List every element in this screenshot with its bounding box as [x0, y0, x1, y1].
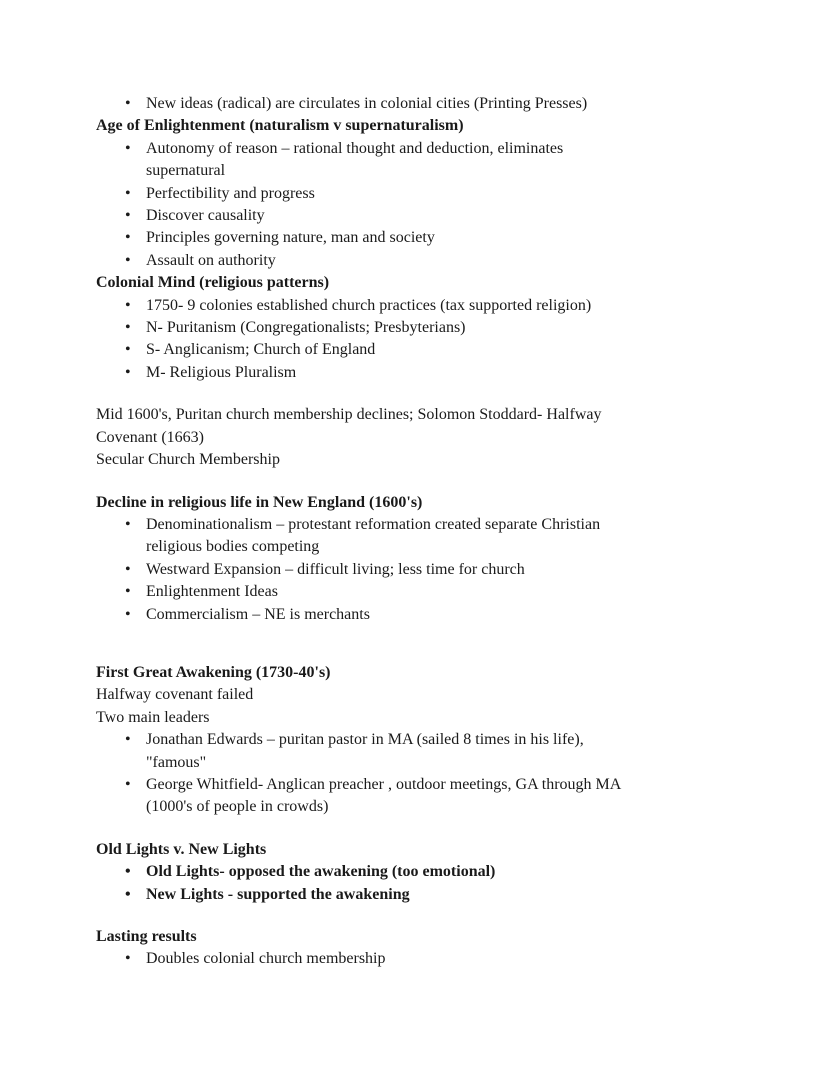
list-item-text: N- Puritanism (Congregationalists; Presbyterians)	[146, 319, 466, 337]
list-item-text: Principles governing nature, man and society	[146, 229, 435, 247]
list-item	[96, 93, 738, 115]
list-item	[96, 774, 738, 819]
list-item-text: Old Lights- opposed the awakening (too emotional)	[146, 863, 496, 881]
list-item	[96, 362, 738, 384]
bullet-icon: •	[125, 515, 131, 533]
list-item	[96, 948, 738, 970]
paragraph-line: Secular Church Membership	[96, 451, 280, 469]
list-item-text: Assault on authority	[146, 251, 276, 269]
list-item	[96, 183, 738, 205]
list-item-text: (1000's of people in crowds)	[146, 798, 329, 816]
paragraph-halfway-covenant	[96, 404, 738, 471]
list-item	[96, 227, 738, 249]
paragraph-line: Covenant (1663)	[96, 428, 204, 446]
bullet-icon: •	[125, 184, 131, 202]
list-item	[96, 138, 738, 183]
section-heading-decline-religious-life: Decline in religious life in New England (1600's)	[96, 493, 423, 511]
section-heading-lasting-results: Lasting results	[96, 928, 197, 945]
list-item	[96, 250, 738, 272]
list-item-text: New ideas (radical) are circulates in colonial cities (Printing Presses)	[146, 95, 588, 112]
list-item-text: Perfectibility and progress	[146, 184, 315, 202]
list-item-text: Doubles colonial church membership	[146, 950, 386, 968]
bullet-list	[96, 861, 738, 906]
paragraph-line: Halfway covenant failed	[96, 686, 254, 704]
bullet-icon: •	[125, 363, 131, 381]
list-item-text: Enlightenment Ideas	[146, 583, 278, 601]
bullet-icon: •	[125, 950, 131, 968]
bullet-icon: •	[125, 341, 131, 359]
list-item	[96, 604, 738, 626]
list-item-text: religious bodies competing	[146, 538, 320, 556]
bullet-icon: •	[125, 139, 131, 157]
bullet-icon: •	[125, 296, 131, 314]
section-heading-colonial-mind: Colonial Mind (religious patterns)	[96, 274, 330, 292]
bullet-icon: •	[125, 95, 131, 112]
section-heading-age-of-enlightenment: Age of Enlightenment (naturalism v supernaturalism)	[96, 117, 464, 135]
bullet-icon: •	[125, 583, 131, 601]
bullet-icon: •	[125, 207, 131, 225]
bullet-icon: •	[125, 560, 131, 578]
list-item	[96, 884, 738, 906]
list-item-text: 1750- 9 colonies established church practices (tax supported religion)	[146, 296, 592, 314]
bullet-icon: •	[125, 605, 131, 623]
list-item-text: Commercialism – NE is merchants	[146, 605, 370, 623]
bullet-icon: •	[125, 863, 131, 881]
section-heading-old-lights-v-new-lights: Old Lights v. New Lights	[96, 840, 267, 858]
bullet-icon: •	[125, 885, 131, 903]
paragraph-line: Mid 1600's, Puritan church membership declines; Solomon Stoddard- Halfway	[96, 406, 602, 424]
list-item-text: "famous"	[146, 753, 207, 771]
section-heading-first-great-awakening: First Great Awakening (1730-40's)	[96, 663, 331, 681]
list-item-text: supernatural	[146, 162, 226, 180]
list-item-text: M- Religious Pluralism	[146, 363, 297, 381]
bullet-list	[96, 295, 738, 385]
list-item	[96, 861, 738, 883]
list-item-text: Discover causality	[146, 207, 265, 225]
bullet-icon: •	[125, 775, 131, 793]
list-item-text: Jonathan Edwards – puritan pastor in MA (sailed 8 times in his life),	[146, 731, 584, 749]
list-item	[96, 581, 738, 603]
list-item	[96, 205, 738, 227]
bullet-list	[96, 948, 738, 970]
list-item-text: Denominationalism – protestant reformation created separate Christian	[146, 515, 601, 533]
list-item-text: New Lights - supported the awakening	[146, 885, 410, 903]
bullet-list	[96, 138, 738, 272]
list-item	[96, 339, 738, 361]
bullet-list	[96, 93, 738, 115]
list-item-text: George Whitfield- Anglican preacher , outdoor meetings, GA through MA	[146, 775, 622, 793]
list-item	[96, 317, 738, 339]
list-item-text: Autonomy of reason – rational thought and deduction, eliminates	[146, 139, 564, 157]
list-item	[96, 514, 738, 559]
bullet-icon: •	[125, 229, 131, 247]
list-item	[96, 559, 738, 581]
bullet-icon: •	[125, 251, 131, 269]
list-item-text: Westward Expansion – difficult living; less time for church	[146, 560, 525, 578]
bullet-list	[96, 514, 738, 626]
list-item	[96, 295, 738, 317]
bullet-list	[96, 729, 738, 819]
bullet-icon: •	[125, 319, 131, 337]
paragraph-line: Two main leaders	[96, 708, 210, 726]
list-item-text: S- Anglicanism; Church of England	[146, 341, 376, 359]
paragraph-awakening-intro	[96, 684, 738, 729]
bullet-icon: •	[125, 731, 131, 749]
list-item	[96, 729, 738, 774]
